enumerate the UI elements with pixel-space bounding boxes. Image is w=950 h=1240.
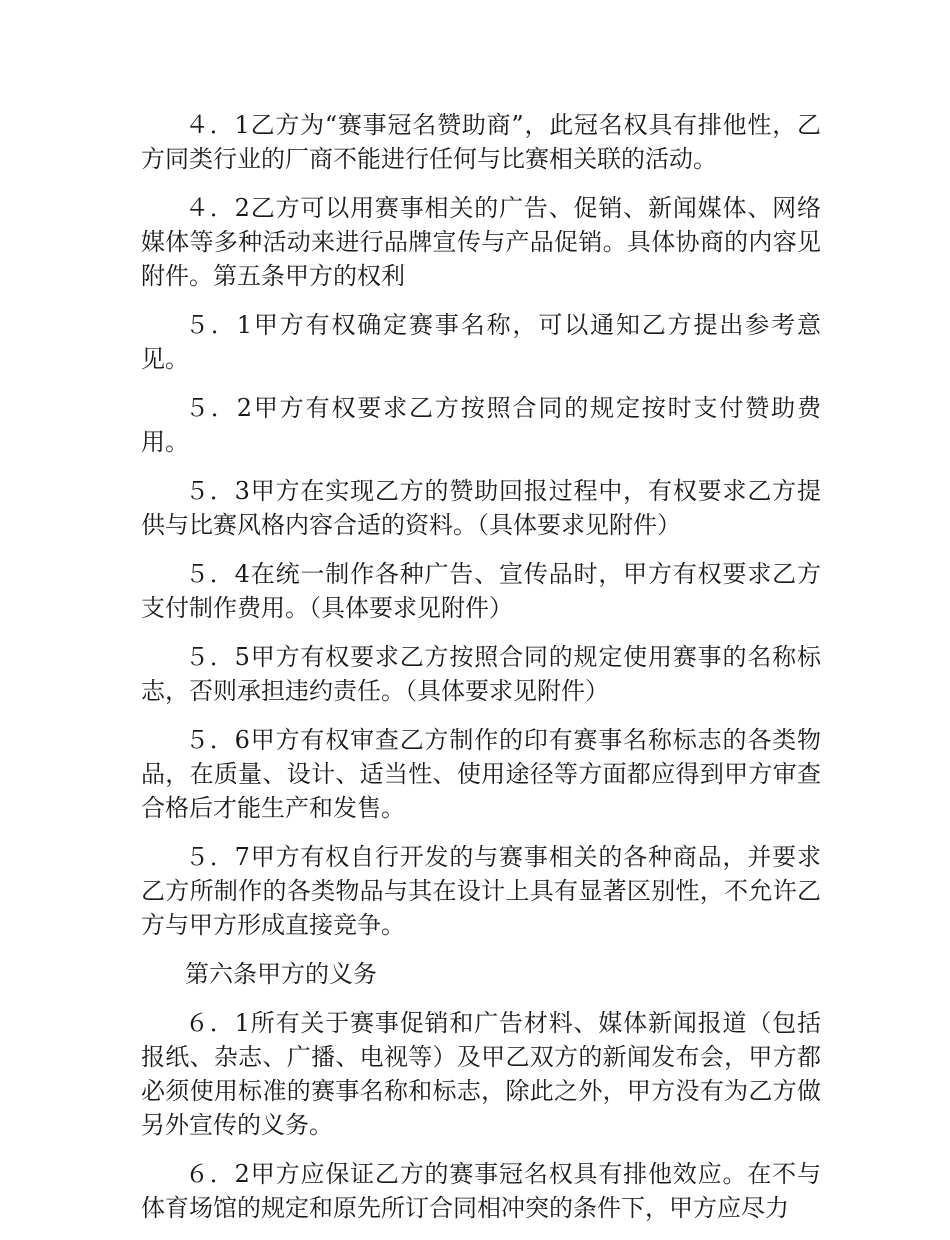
- clause-5-5: ５．5甲方有权要求乙方按照合同的规定使用赛事的名称标志，否则承担违约责任。（具体要求见附件）: [141, 643, 821, 705]
- article-6-heading: 第六条甲方的义务: [185, 960, 377, 988]
- clause-5-4: ５．4在统一制作各种广告、宣传品时，甲方有权要求乙方支付制作费用。（具体要求见附件）: [141, 560, 821, 622]
- clause-6-1: ６．1所有关于赛事促销和广告材料、媒体新闻报道（包括报纸、杂志、广播、电视等）及甲乙双方的新闻发布会，甲方都必须使用标准的赛事名称和标志，除此之外，甲方没有为乙方做另外宣传的义务。: [141, 1009, 821, 1139]
- clause-4-2: ４．2乙方可以用赛事相关的广告、促销、新闻媒体、网络媒体等多种活动来进行品牌宣传与产品促销。具体协商的内容见附件。第五条甲方的权利: [141, 194, 821, 290]
- clause-5-2: ５．2甲方有权要求乙方按照合同的规定按时支付赞助费用。: [141, 394, 821, 456]
- clause-5-1: ５．1甲方有权确定赛事名称，可以通知乙方提出参考意见。: [141, 311, 821, 373]
- clause-5-6: ５．6甲方有权审查乙方制作的印有赛事名称标志的各类物品，在质量、设计、适当性、使用途径等方面都应得到甲方审查合格后才能生产和发售。: [141, 726, 821, 822]
- clause-5-3: ５．3甲方在实现乙方的赞助回报过程中，有权要求乙方提供与比赛风格内容合适的资料。（具体要求见附件）: [141, 477, 821, 539]
- clause-5-7: ５．7甲方有权自行开发的与赛事相关的各种商品，并要求乙方所制作的各类物品与其在设计上具有显著区别性，不允许乙方与甲方形成直接竞争。: [141, 843, 821, 939]
- clause-6-2: ６．2甲方应保证乙方的赛事冠名权具有排他效应。在不与体育场馆的规定和原先所订合同相冲突的条件下，甲方应尽力: [141, 1160, 821, 1222]
- document-body: [141, 108, 821, 1240]
- clause-4-1: ４．1乙方为“赛事冠名赞助商”，此冠名权具有排他性，乙方同类行业的厂商不能进行任何与比赛相关联的活动。: [141, 111, 821, 173]
